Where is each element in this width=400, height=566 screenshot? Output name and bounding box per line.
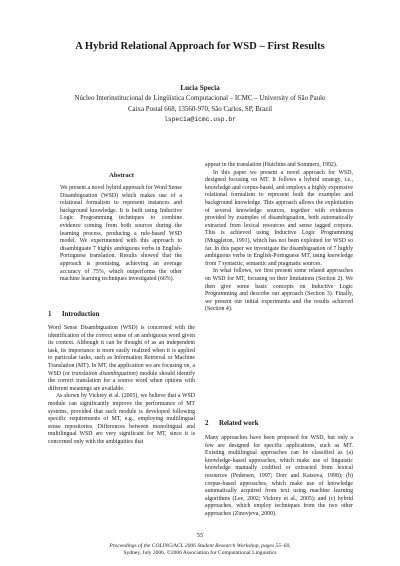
affiliation-line-1: Núcleo Interinstitucional de Lingüística Computacional – ICMC – University of São Paulo xyxy=(74,95,326,102)
section-1-number: 1 xyxy=(48,311,52,318)
footer-copyright: Sydney, July 2006. ©2006 Association for Computational Linguistics xyxy=(123,550,277,556)
introduction-body-left xyxy=(48,325,195,447)
intro-paragraph-2-continued: appear in the translation (Hutchins and Sommers, 1992). xyxy=(205,162,338,168)
related-work-body xyxy=(205,435,353,519)
intro-paragraph-4: In what follows, we first present some related approaches on WSD for MT, focusing on their limitations (Section 2). We then give some basic concepts on Inductive Logic Programming and describe our approach (Section 3). Finally, we present our initial experiments and the results achieved (Section 4). xyxy=(205,268,353,313)
affiliation-block xyxy=(0,94,400,126)
paper-title: A Hybrid Relational Approach for WSD – First Results xyxy=(75,41,325,52)
page-number: 55 xyxy=(196,532,204,539)
intro-paragraph-3: In this paper we present a novel approach for WSD, designed focusing on MT. It follows a hybrid strategy, i.e., knowledge and corpus-based, and employs a highly expressive relational formalism to represent both the examples and background knowledge. This approach allows the exploitation of several knowledge sources, together with evidences provided by examples of disambiguation, both automatically extracted from lexical resources and sense tagged corpora. This is achieved using Inductive Logic Programming (Muggleton, 1991), which has not been exploited for WSD so far. In this paper we investigate the disambiguation of 7 highly ambiguous verbs in English-Portuguese MT, using knowledge from 7 syntactic, semantic and pragmatic sources. xyxy=(205,169,353,267)
section-1-title: Introduction xyxy=(62,311,100,318)
related-work-paragraph-1: Many approaches have been proposed for WSD, but only a few are designed for specific applications, such as MT. Existing multilingual approaches can be classified as (a) knowledge-based approaches, which make use of linguistic knowledge manually codified or extracted from lexical resources (Pedersen, 1997; Dorr and Katsova, 1998); (b) corpus-based approaches, which make use of knowledge automatically acquired from text using machine learning algorithms (Lee, 2002; Vickrey et al., 2005); and (c) hybrid approaches, which employ techniques from the two other approaches (Zinovjeva, 2000). xyxy=(205,435,353,517)
introduction-body-right xyxy=(205,162,353,314)
abstract-text: We present a novel hybrid approach for Word Sense Disambiguation (WSD) which makes use of a relational formalism to represent instances and background knowledge. It is built using Inductive Logic Programming techniques to combine evidence coming from both sources during the learning process, producing a rule-based WSD model. We experimented with this approach to disambiguate 7 highly ambiguous verbs in English-Portuguese translation. Results showed that the approach is promising, achieving an average accuracy of 75%, which outperforms the other machine learning techniques investigated (66%). xyxy=(60,185,182,283)
section-2-number: 2 xyxy=(205,420,209,427)
intro-paragraph-1: Word Sense Disambiguation (WSD) is concerned with the identification of the correct sense of an ambiguous word given its context. Although it can be thought of as an independent task, its importance is more easily realized when it is applied to particular tasks, such as Information Retrieval or Machine Translation (MT). In MT, the application we are focusing on, a WSD (or translation disambiguation) module should identify the correct translation for a source word when options with different meanings are available. xyxy=(48,325,195,392)
author-email[interactable]: lspecia@icmc.usp.br xyxy=(164,116,236,123)
section-2-heading xyxy=(205,420,259,427)
intro-paragraph-2: As shown by Vickrey et al. (2005), we believe that a WSD module can significantly improve the performance of MT systems, provided that such module is developed following specific requirements of MT, e.g., employing multilingual sense repositories. Differences between monolingual and multilingual WSD are very significant for MT, since it is concerned only with the ambiguities that xyxy=(48,393,195,445)
affiliation-line-2: Caixa Postal 668, 13560-970, São Carlos, SP, Brazil xyxy=(127,105,273,113)
author-name: Lucia Specia xyxy=(180,84,220,92)
page-footer xyxy=(0,532,400,557)
abstract-body xyxy=(60,185,182,284)
footer-proceedings: Proceedings of the COLING/ACL 2006 Student Research Workshop, pages 55–60, xyxy=(109,543,291,549)
section-1-heading xyxy=(48,311,99,318)
section-2-title: Related work xyxy=(219,420,259,427)
abstract-heading: Abstract xyxy=(109,172,134,179)
